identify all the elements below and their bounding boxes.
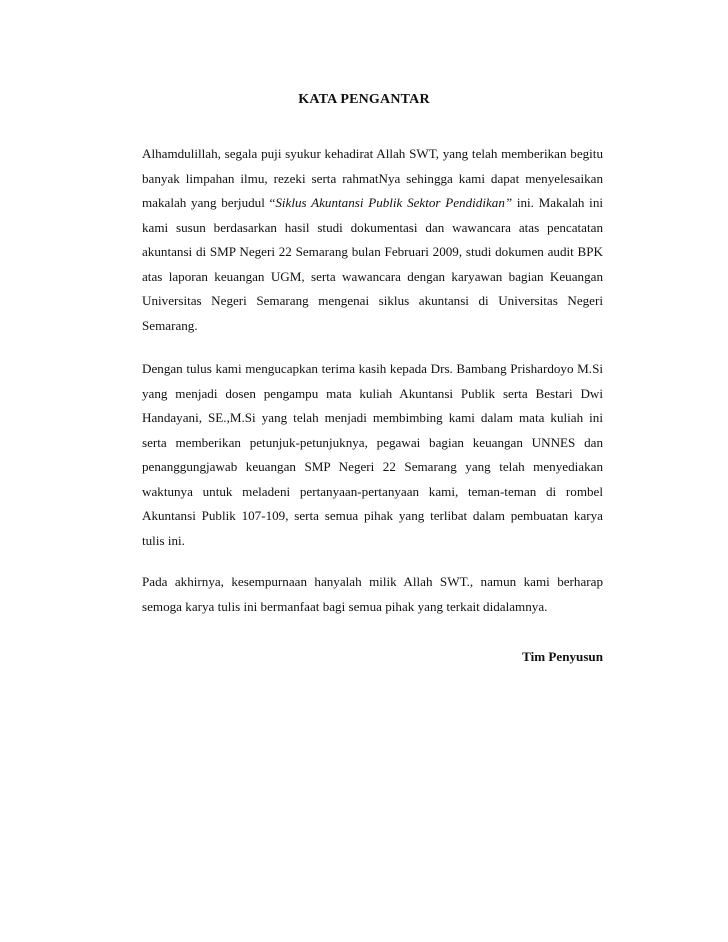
paragraph-intro [142,142,603,338]
paragraph-intro-text-2: ini. Makalah ini kami susun berdasarkan hasil studi dokumentasi dan wawancara atas pencatatan akuntansi di SMP Negeri 22 Semarang bulan Februari 2009, studi dokumen audit BPK atas laporan keuangan UGM, serta wawancara dengan karyawan bagian Keuangan Universitas Negeri Semarang mengenai siklus akuntansi di Universitas Negeri Semarang. [142,195,603,333]
signature: Tim Penyusun [522,649,603,664]
page-title: KATA PENGANTAR [298,92,430,107]
paper-title-italic: Siklus Akuntansi Publik Sektor Pendidikan” [275,195,513,210]
paragraph-acknowledgements: Dengan tulus kami mengucapkan terima kasih kepada Drs. Bambang Prishardoyo M.Si yang menjadi dosen pengampu mata kuliah Akuntansi Publik serta Bestari Dwi Handayani, SE.,M.Si yang telah menjadi membimbing kami dalam mata kuliah ini serta memberikan petunjuk-petunjuknya, pegawai bagian keuangan UNNES dan penanggungjawab keuangan SMP Negeri 22 Semarang yang telah menyediakan waktunya untuk meladeni pertanyaan-pertanyaan kami, teman-teman di rombel Akuntansi Publik 107-109, serta semua pihak yang terlibat dalam pembuatan karya tulis ini. [142,361,603,548]
paragraph-intro-text-1: Alhamdulillah, segala puji syukur kehadirat Allah SWT, yang telah memberikan begitu banyak limpahan ilmu, rezeki serta rahmatNya sehingga kami dapat menyelesaikan makalah yang berjudul “ [142,146,603,210]
paragraph-closing: Pada akhirnya, kesempurnaan hanyalah milik Allah SWT., namun kami berharap semoga karya tulis ini bermanfaat bagi semua pihak yang terkait didalamnya. [142,574,603,614]
